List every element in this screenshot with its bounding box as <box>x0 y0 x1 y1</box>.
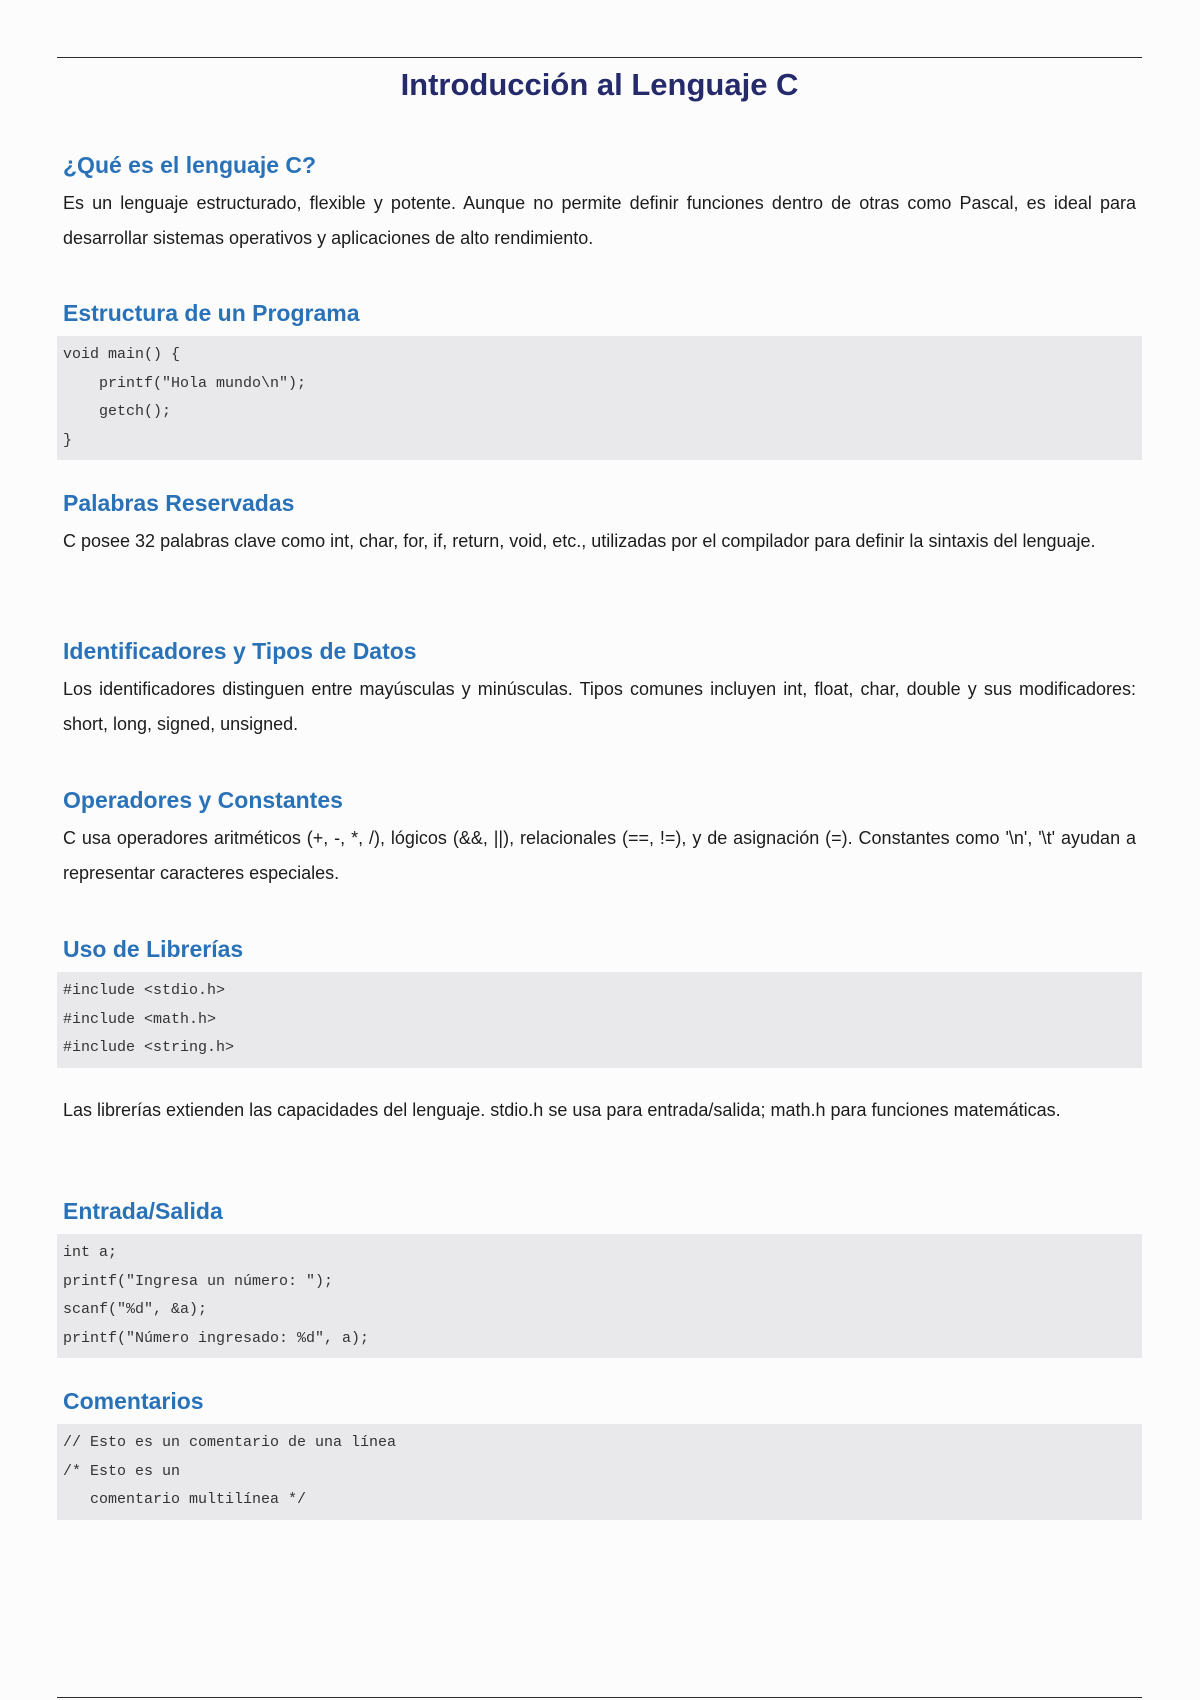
code-line: printf("Ingresa un número: "); <box>63 1272 334 1290</box>
code-block <box>57 1424 1142 1520</box>
section-paragraph: C posee 32 palabras clave como int, char, for, if, return, void, etc., utilizadas por el compilador para definir la sintaxis del lenguaje. <box>63 531 1096 551</box>
section-paragraph: Es un lenguaje estructurado, flexible y potente. Aunque no permite definir funciones dentro de otras como Pascal, es ideal para desarrollar sistemas operativos y aplicaciones de alto rendimiento. <box>63 193 1136 248</box>
top-rule <box>57 57 1142 58</box>
code-line: getch(); <box>63 403 172 420</box>
section-heading: Estructura de un Programa <box>63 300 360 326</box>
bottom-rule <box>57 1697 1142 1698</box>
section-heading: Operadores y Constantes <box>63 787 343 813</box>
section-estructura <box>57 297 1142 460</box>
code-line: int a; <box>63 1244 118 1261</box>
section-paragraph: C usa operadores aritméticos (+, -, *, /), lógicos (&&, ||), relacionales (==, !=), y de asignación (=). Constantes como '\n', '\t' ayudan a representar caracteres especiales. <box>63 828 1136 883</box>
section-paragraph: Los identificadores distinguen entre mayúsculas y minúsculas. Tipos comunes incluyen int, float, char, double y sus modificadores: short, long, signed, unsigned. <box>63 679 1136 734</box>
code-line: #include <math.h> <box>63 1010 217 1028</box>
code-block <box>57 336 1142 460</box>
page-title: Introducción al Lenguaje C <box>400 67 799 102</box>
code-line: /* Esto es un <box>63 1462 181 1480</box>
section-palabras-reservadas <box>57 487 1142 559</box>
code-line: } <box>63 431 73 449</box>
code-block <box>57 1234 1142 1358</box>
code-block <box>57 972 1142 1068</box>
section-heading: ¿Qué es el lenguaje C? <box>63 152 317 178</box>
code-line: comentario multilínea */ <box>63 1491 307 1508</box>
section-paragraph: Las librerías extienden las capacidades del lenguaje. stdio.h se usa para entrada/salida; math.h para funciones matemáticas. <box>63 1099 1061 1120</box>
section-librerias <box>57 933 1142 1128</box>
section-heading: Palabras Reservadas <box>63 490 295 516</box>
section-identificadores <box>57 635 1142 742</box>
section-comentarios <box>57 1385 1142 1520</box>
section-heading: Entrada/Salida <box>63 1198 223 1224</box>
code-line: printf("Número ingresado: %d", a); <box>63 1329 370 1347</box>
section-heading: Identificadores y Tipos de Datos <box>63 638 417 664</box>
section-que-es-c <box>57 149 1142 256</box>
section-entrada-salida <box>57 1195 1142 1358</box>
section-heading: Comentarios <box>63 1388 204 1414</box>
code-line: printf("Hola mundo\n"); <box>63 374 307 392</box>
code-line: scanf("%d", &a); <box>63 1301 208 1318</box>
code-line: void main() { <box>63 346 181 363</box>
code-line: #include <stdio.h> <box>63 982 226 999</box>
code-line: #include <string.h> <box>63 1039 235 1056</box>
code-line: // Esto es un comentario de una línea <box>63 1434 397 1451</box>
section-operadores <box>57 784 1142 891</box>
section-heading: Uso de Librerías <box>63 936 244 962</box>
